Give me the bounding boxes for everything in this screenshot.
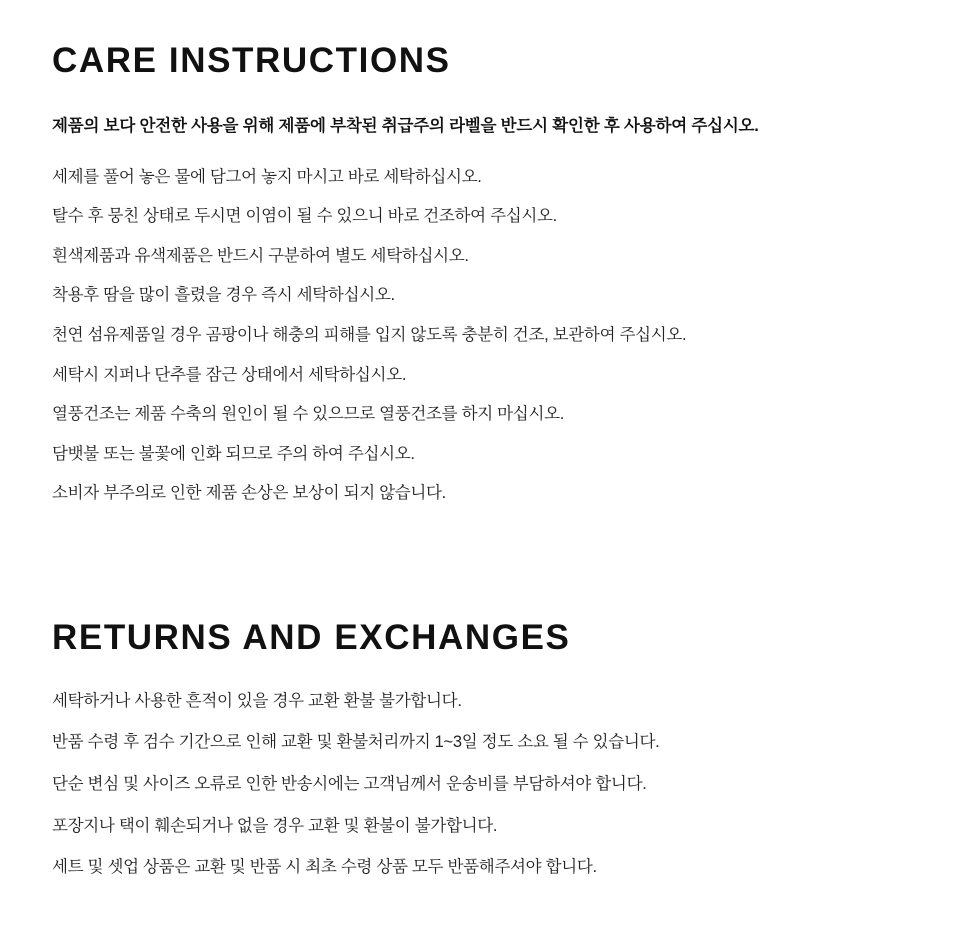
list-item: 세트 및 셋업 상품은 교환 및 반품 시 최초 수령 상품 모두 반품해주셔야 합니다. [52, 858, 597, 877]
list-item: 세탁시 지퍼나 단추를 잠근 상태에서 세탁하십시오. [52, 365, 407, 384]
list-item: 단순 변심 및 사이즈 오류로 인한 반송시에는 고객님께서 운송비를 부담하셔야 합니다. [52, 774, 647, 793]
list-item: 포장지나 택이 훼손되거나 없을 경우 교환 및 환불이 불가합니다. [52, 816, 498, 835]
list-item: 세제를 풀어 놓은 물에 담그어 놓지 마시고 바로 세탁하십시오. [52, 167, 482, 186]
care-instructions-list [52, 139, 908, 521]
care-instructions-section [52, 0, 908, 521]
returns-and-exchanges-title: RETURNS AND EXCHANGES [52, 617, 571, 657]
list-item: 탈수 후 뭉친 상태로 두시면 이염이 될 수 있으니 바로 건조하여 주십시오. [52, 207, 557, 226]
list-item: 담뱃불 또는 불꽃에 인화 되므로 주의 하여 주십시오. [52, 444, 415, 463]
list-item: 천연 섬유제품일 경우 곰팡이나 해충의 피해를 입지 않도록 충분히 건조, 보관하여 주십시오. [52, 326, 687, 344]
care-instructions-lead: 제품의 보다 안전한 사용을 위해 제품에 부착된 취급주의 라벨을 반드시 확인한 후 사용하여 주십시오. [52, 117, 759, 135]
care-instructions-title: CARE INSTRUCTIONS [52, 41, 451, 80]
list-item: 세탁하거나 사용한 흔적이 있을 경우 교환 환불 불가합니다. [52, 691, 462, 710]
list-item: 흰색제품과 유색제품은 반드시 구분하여 별도 세탁하십시오. [52, 246, 469, 265]
list-item: 반품 수령 후 검수 기간으로 인해 교환 및 환불처리까지 1~3일 정도 소요 될 수 있습니다. [52, 733, 660, 752]
returns-and-exchanges-list [52, 659, 908, 897]
list-item: 열풍건조는 제품 수축의 원인이 될 수 있으므로 열풍건조를 하지 마십시오. [52, 405, 565, 424]
returns-and-exchanges-section [52, 521, 908, 897]
list-item: 소비자 부주의로 인한 제품 손상은 보상이 되지 않습니다. [52, 484, 446, 503]
list-item: 착용후 땀을 많이 흘렸을 경우 즉시 세탁하십시오. [52, 286, 395, 305]
